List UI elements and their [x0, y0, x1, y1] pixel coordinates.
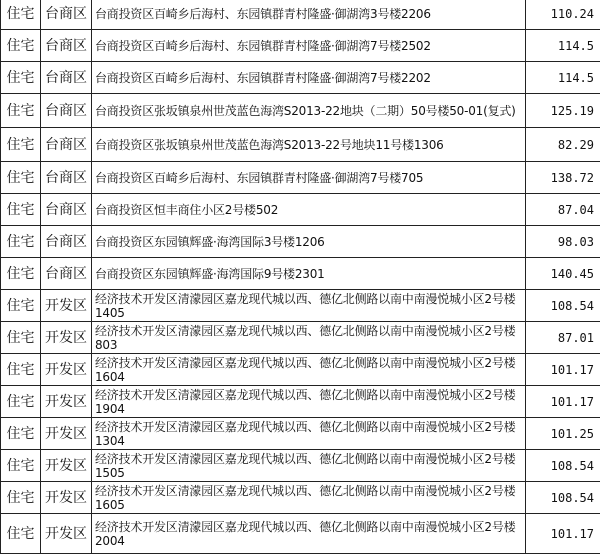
district-cell: 开发区 [41, 482, 92, 514]
property-type-cell: 住宅 [1, 94, 41, 128]
district-cell: 台商区 [41, 0, 92, 30]
address-cell: 经济技术开发区清濛园区嘉龙现代城以西、德亿北侧路以南中南漫悦城小区2号楼1604 [92, 354, 526, 386]
district-cell: 台商区 [41, 162, 92, 194]
table-row [1, 386, 600, 418]
address-cell: 经济技术开发区清濛园区嘉龙现代城以西、德亿北侧路以南中南漫悦城小区2号楼2004 [92, 514, 526, 554]
address-cell: 台商投资区恒丰商住小区2号楼502 [92, 194, 526, 226]
table-row [1, 258, 600, 290]
area-cell: 98.03 [526, 226, 600, 258]
table-row [1, 62, 600, 94]
address-cell: 台商投资区张坂镇泉州世茂蓝色海湾S2013-22号地块11号楼1306 [92, 128, 526, 162]
address-cell: 台商投资区百崎乡后海村、东园镇群青村隆盛·御湖湾3号楼2206 [92, 0, 526, 30]
address-cell: 台商投资区张坂镇泉州世茂蓝色海湾S2013-22地块（二期）50号楼50-01(复式) [92, 94, 526, 128]
area-cell: 87.04 [526, 194, 600, 226]
district-cell: 开发区 [41, 450, 92, 482]
table-row [1, 0, 600, 30]
table-row [1, 94, 600, 128]
area-cell: 108.54 [526, 290, 600, 322]
table-row [1, 128, 600, 162]
area-cell: 114.5 [526, 62, 600, 94]
address-cell: 台商投资区东园镇辉盛·海湾国际3号楼1206 [92, 226, 526, 258]
district-cell: 台商区 [41, 194, 92, 226]
address-cell: 台商投资区百崎乡后海村、东园镇群青村隆盛·御湖湾7号楼2502 [92, 30, 526, 62]
property-type-cell: 住宅 [1, 226, 41, 258]
table-row [1, 450, 600, 482]
address-cell: 台商投资区百崎乡后海村、东园镇群青村隆盛·御湖湾7号楼2202 [92, 62, 526, 94]
address-cell: 经济技术开发区清濛园区嘉龙现代城以西、德亿北侧路以南中南漫悦城小区2号楼803 [92, 322, 526, 354]
table-row [1, 162, 600, 194]
district-cell: 开发区 [41, 418, 92, 450]
property-type-cell: 住宅 [1, 194, 41, 226]
area-cell: 101.17 [526, 514, 600, 554]
area-cell: 108.54 [526, 450, 600, 482]
area-cell: 114.5 [526, 30, 600, 62]
property-type-cell: 住宅 [1, 322, 41, 354]
address-cell: 经济技术开发区清濛园区嘉龙现代城以西、德亿北侧路以南中南漫悦城小区2号楼1405 [92, 290, 526, 322]
address-cell: 经济技术开发区清濛园区嘉龙现代城以西、德亿北侧路以南中南漫悦城小区2号楼1304 [92, 418, 526, 450]
area-cell: 110.24 [526, 0, 600, 30]
area-cell: 125.19 [526, 94, 600, 128]
district-cell: 开发区 [41, 290, 92, 322]
district-cell: 台商区 [41, 30, 92, 62]
property-type-cell: 住宅 [1, 514, 41, 554]
district-cell: 开发区 [41, 514, 92, 554]
district-cell: 开发区 [41, 386, 92, 418]
table-row [1, 418, 600, 450]
address-cell: 台商投资区百崎乡后海村、东园镇群青村隆盛·御湖湾7号楼705 [92, 162, 526, 194]
district-cell: 台商区 [41, 226, 92, 258]
property-type-cell: 住宅 [1, 62, 41, 94]
property-type-cell: 住宅 [1, 30, 41, 62]
address-cell: 经济技术开发区清濛园区嘉龙现代城以西、德亿北侧路以南中南漫悦城小区2号楼1605 [92, 482, 526, 514]
property-type-cell: 住宅 [1, 290, 41, 322]
property-type-cell: 住宅 [1, 482, 41, 514]
property-type-cell: 住宅 [1, 450, 41, 482]
district-cell: 台商区 [41, 128, 92, 162]
area-cell: 82.29 [526, 128, 600, 162]
area-cell: 101.17 [526, 386, 600, 418]
address-cell: 经济技术开发区清濛园区嘉龙现代城以西、德亿北侧路以南中南漫悦城小区2号楼1904 [92, 386, 526, 418]
property-type-cell: 住宅 [1, 162, 41, 194]
table-body [1, 0, 600, 554]
area-cell: 101.17 [526, 354, 600, 386]
table-row [1, 482, 600, 514]
property-type-cell: 住宅 [1, 418, 41, 450]
district-cell: 台商区 [41, 94, 92, 128]
district-cell: 开发区 [41, 322, 92, 354]
property-type-cell: 住宅 [1, 128, 41, 162]
property-type-cell: 住宅 [1, 258, 41, 290]
district-cell: 台商区 [41, 62, 92, 94]
address-cell: 台商投资区东园镇辉盛·海湾国际9号楼2301 [92, 258, 526, 290]
table-row [1, 194, 600, 226]
table-row [1, 322, 600, 354]
district-cell: 开发区 [41, 354, 92, 386]
area-cell: 140.45 [526, 258, 600, 290]
district-cell: 台商区 [41, 258, 92, 290]
area-cell: 138.72 [526, 162, 600, 194]
table-row [1, 30, 600, 62]
area-cell: 101.25 [526, 418, 600, 450]
address-cell: 经济技术开发区清濛园区嘉龙现代城以西、德亿北侧路以南中南漫悦城小区2号楼1505 [92, 450, 526, 482]
property-type-cell: 住宅 [1, 354, 41, 386]
property-type-cell: 住宅 [1, 0, 41, 30]
property-type-cell: 住宅 [1, 386, 41, 418]
table-row [1, 354, 600, 386]
table-row [1, 290, 600, 322]
table-row [1, 226, 600, 258]
area-cell: 108.54 [526, 482, 600, 514]
table-row [1, 514, 600, 554]
area-cell: 87.01 [526, 322, 600, 354]
